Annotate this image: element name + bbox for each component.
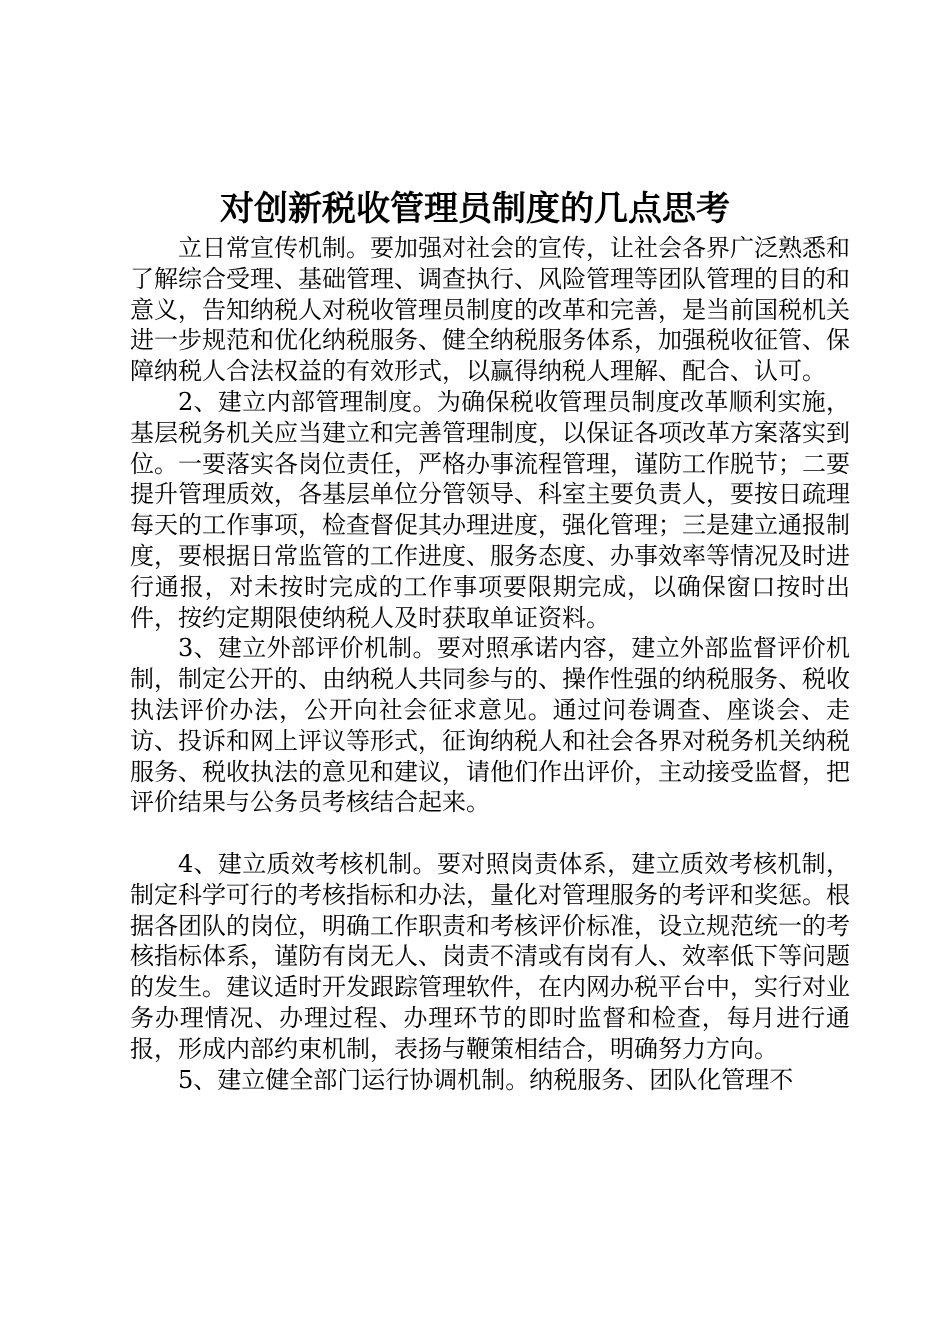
document-title: 对创新税收管理员制度的几点思考: [220, 189, 730, 229]
paragraph-coordination-mechanism: 5、建立健全部门运行协调机制。纳税服务、团队化管理不: [178, 1065, 794, 1094]
document-body: [130, 233, 850, 1095]
paragraph-internal-management: 2、建立内部管理制度。为确保税收管理员制度改革顺利实施，基层税务机关应当建立和完善管理制度，以保证各项改革方案落实到位。一要落实各岗位责任，严格办事流程管理，谨防工作脱节；二要提升管理质效，各基层单位分管领导、科室主要负责人，要按日疏理每天的工作事项，检查督促其办理进度，强化管理；三是建立通报制度，要根据日常监管的工作进度、服务态度、办事效率等情况及时进行通报，对未按时完成的工作事项要限期完成，以确保窗口按时出件，按约定期限使纳税人及时获取单证资料。: [130, 387, 850, 632]
paragraph-publicity-mechanism: 立日常宣传机制。要加强对社会的宣传，让社会各界广泛熟悉和了解综合受理、基础管理、调查执行、风险管理等团队管理的目的和意义，告知纳税人对税收管理员制度的改革和完善，是当前国税机关进一步规范和优化纳税服务、健全纳税服务体系，加强税收征管、保障纳税人合法权益的有效形式，以赢得纳税人理解、配合、认可。: [130, 234, 850, 386]
paragraph-performance-assessment: 4、建立质效考核机制。要对照岗责体系，建立质效考核机制，制定科学可行的考核指标和办法，量化对管理服务的考评和奖惩。根据各团队的岗位，明确工作职责和考核评价标准，设立规范统一的考核指标体系，谨防有岗无人、岗责不清或有岗有人、效率低下等问题的发生。建议适时开发跟踪管理软件，在内网办税平台中，实行对业务办理情况、办理过程、办理环节的即时监督和检查，每月进行通报，形成内部约束机制，表扬与鞭策相结合，明确努力方向。: [130, 849, 850, 1063]
paragraph-external-evaluation: 3、建立外部评价机制。要对照承诺内容，建立外部监督评价机制，制定公开的、由纳税人共同参与的、操作性强的纳税服务、税收执法评价办法，公开向社会征求意见。通过问卷调查、座谈会、走访、投诉和网上评议等形式，征询纳税人和社会各界对税务机关纳税服务、税收执法的意见和建议，请他们作出评价，主动接受监督，把评价结果与公务员考核结合起来。: [130, 634, 850, 817]
